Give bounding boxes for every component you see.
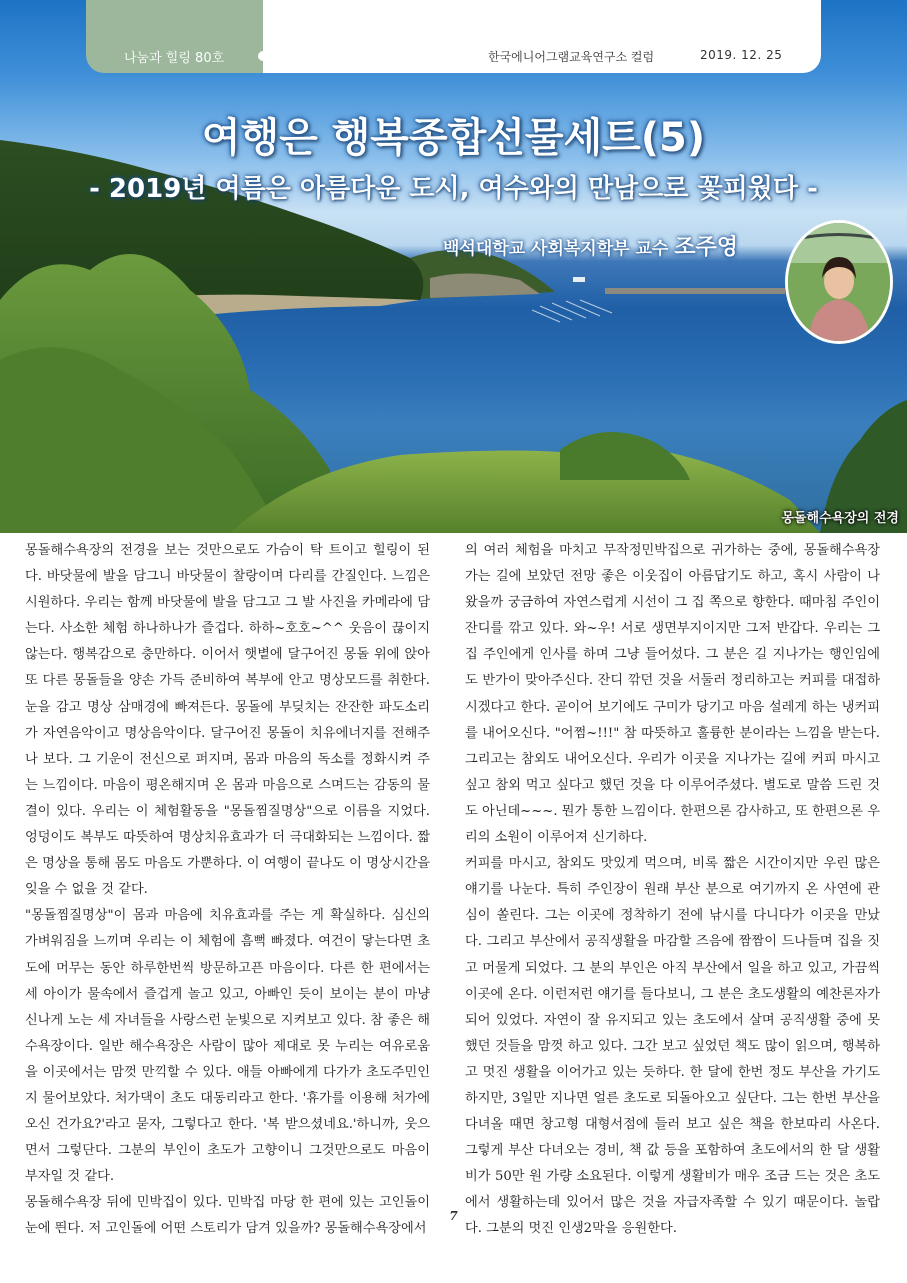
article-title: 여행은 행복종합선물세트(5): [201, 115, 706, 161]
body-column-right: [465, 538, 880, 1243]
hero-photo: [0, 0, 907, 533]
article-subtitle: - 2019년 여름은 아름다운 도시, 여수와의 만남으로 꽃피웠다 -: [89, 174, 818, 204]
author-portrait: [785, 220, 893, 344]
author-affiliation: 백석대학교 사회복지학부 교수: [443, 239, 669, 259]
coast-landscape: [0, 0, 907, 533]
portrait-image: [788, 223, 890, 341]
issue-label: 나눔과 힐링 80호: [124, 51, 225, 66]
body-paragraph: 몽돌해수욕장의 전경을 보는 것만으로도 가슴이 탁 트이고 힐링이 된다. 바닷물에 발을 담그니 바닷물이 찰랑이며 다리를 간질인다. 느낌은 시원하다. 우리는 함께 바닷물에 발을 담그고 그 발 사진을 카메라에 담는다. 사소한 체험 하나하나가 즐겁다. 하하~호호~^^ 웃음이 끊이지 않는다. 행복감으로 충만하다. 이어서 햇볕에 달구어진 몽돌 위에 앉아 또 다른 몽돌들을 양손 가득 준비하여 복부에 안고 명상모드를 취한다. 눈을 감고 명상 삼매경에 빠져든다. 몽돌에 부딪치는 잔잔한 파도소리가 자연음악이고 명상음악이다. 달구어진 몽돌이 치유에너지를 전해주나 보다. 그 기운이 전신으로 퍼지며, 몸과 마음의 독소를 정화시켜 주는 느낌이다. 마음이 평온해지며 온 몸과 마음으로 스며드는 감동의 물결이 있다. 우리는 이 체험활동을 "몽돌찜질명상"으로 이름을 지었다. 엉덩이도 복부도 따뜻하여 명상치유효과가 더 극대화되는 느낌이다. 짧은 명상을 통해 몸도 마음도 가뿐하다. 이 여행이 끝나도 이 명상시간을 잊을 수 없을 것 같다.: [25, 543, 430, 898]
header-dot: [258, 51, 268, 61]
publish-date: 2019. 12. 25: [700, 48, 783, 62]
body-paragraph: 커피를 마시고, 참외도 맛있게 먹으며, 비록 짧은 시간이지만 우린 많은 얘기를 나눈다. 특히 주인장이 원래 부산 분으로 여기까지 온 사연에 관심이 쏠린다. 그는 이곳에 정착하기 전에 낚시를 다니다가 이곳을 만났다. 그리고 부산에서 공직생활을 마감할 즈음에 짬짬이 드나들며 집을 짓고 머물게 되었다. 그 분의 부인은 아직 부산에서 일을 하고 있고, 가끔씩 이곳에 온다. 이런저런 얘기를 들다보니, 그 분은 초도생활의 예찬론자가 되어 있었다. 자연이 잘 유지되고 있는 초도에서 살며 공직생활 중에 못했던 것들을 맘껏 하고 있다. 그간 보고 싶었던 책도 많이 읽으며, 행복하고 멋진 생활을 이어가고 있는 듯하다. 한 달에 한번 정도 부산을 가기도 하지만, 3일만 지나면 얼른 초도로 되돌아오고 싶단다. 그는 한번 부산을 다녀올 때면 창고형 대형서점에 들러 보고 싶은 책을 한보따리 사온다. 그렇게 부산 다녀오는 경비, 책 값 등을 포함하여 초도에서의 한 달 생활비가 50만 원 가량 소요된다. 이렇게 생활비가 매우 조금 드는 것은 초도에서 생활하는데 있어서 많은 것을 자급자족할 수 있기 때문이다. 놀랍다. 그분의 멋진 인생2막을 응원한다.: [465, 856, 880, 1237]
photo-caption: 몽돌해수욕장의 전경: [781, 511, 899, 526]
body-paragraph: 의 여러 체험을 마치고 무작정민박집으로 귀가하는 중에, 몽돌해수욕장 가는 길에 보았던 전망 좋은 이웃집이 아름답기도 하고, 혹시 사람이 나왔을까 궁금하여 자연스럽게 시선이 그 집 쪽으로 향한다. 때마침 주인이 잔디를 깎고 있다. 와~우! 서로 생면부지이지만 그저 반갑다. 우리는 그 집 주인에게 인사를 하며 그냥 들어섰다. 그 분은 길 지나가는 행인임에도 반가이 맞아주신다. 잔디 깎던 것을 서둘러 정리하고는 커피를 대접하시겠다고 한다. 곧이어 보기에도 구미가 당기고 마음 설레게 하는 냉커피를 내어오신다. "어쩜~!!!" 참 따뜻하고 훌륭한 분이라는 느낌을 받는다. 그리고는 참외도 내어오신다. 우리가 이곳을 지나가는 길에 커피 마시고 싶고 참외 먹고 싶다고 했던 것을 다 이루어주셨다. 별도로 말씀 드린 것도 아닌데~~~. 뭔가 통한 느낌이다. 한편으론 감사하고, 또 한편으론 우리의 소원이 이루어져 신기하다.: [465, 543, 880, 846]
author-name: 조주영: [674, 235, 739, 260]
column-label: 한국에니어그램교육연구소 컬럼: [488, 50, 655, 64]
author-byline: [443, 230, 738, 261]
body-paragraph: 몽돌해수욕장 뒤에 민박집이 있다. 민박집 마당 한 편에 있는 고인돌이 눈에 띈다. 저 고인돌에 어떤 스토리가 담겨 있을까? 몽돌해수욕장에서: [25, 1195, 430, 1237]
page-number: 7: [449, 1209, 458, 1223]
body-paragraph: "몽돌찜질명상"이 몸과 마음에 치유효과를 주는 게 확실하다. 심신의 가벼워짐을 느끼며 우리는 이 체험에 흠뻑 빠졌다. 여건이 닿는다면 초도에 머무는 동안 하루한번씩 방문하고픈 마음이다. 다른 한 편에서는 세 아이가 물속에서 즐겁게 놀고 있고, 아빠인 듯이 보이는 분이 마냥 신나게 노는 세 자녀들을 사랑스런 눈빛으로 지켜보고 있다. 참 좋은 해수욕장이다. 일반 해수욕장은 사람이 많아 제대로 못 누리는 여유로움을 이곳에서는 맘껏 만끽할 수 있다. 애들 아빠에게 다가가 초도주민인지 물어보았다. 처가댁이 초도 대동리라고 한다. '휴가를 이용해 처가에 오신 건가요?'라고 묻자, 그렇다고 한다. '복 받으셨네요.'하니까, 웃으면서 그렇단다. 그분의 부인이 초도가 고향이니 그것만으로도 마음이 부자일 것 같다.: [25, 908, 430, 1185]
body-column-left: [25, 538, 430, 1243]
